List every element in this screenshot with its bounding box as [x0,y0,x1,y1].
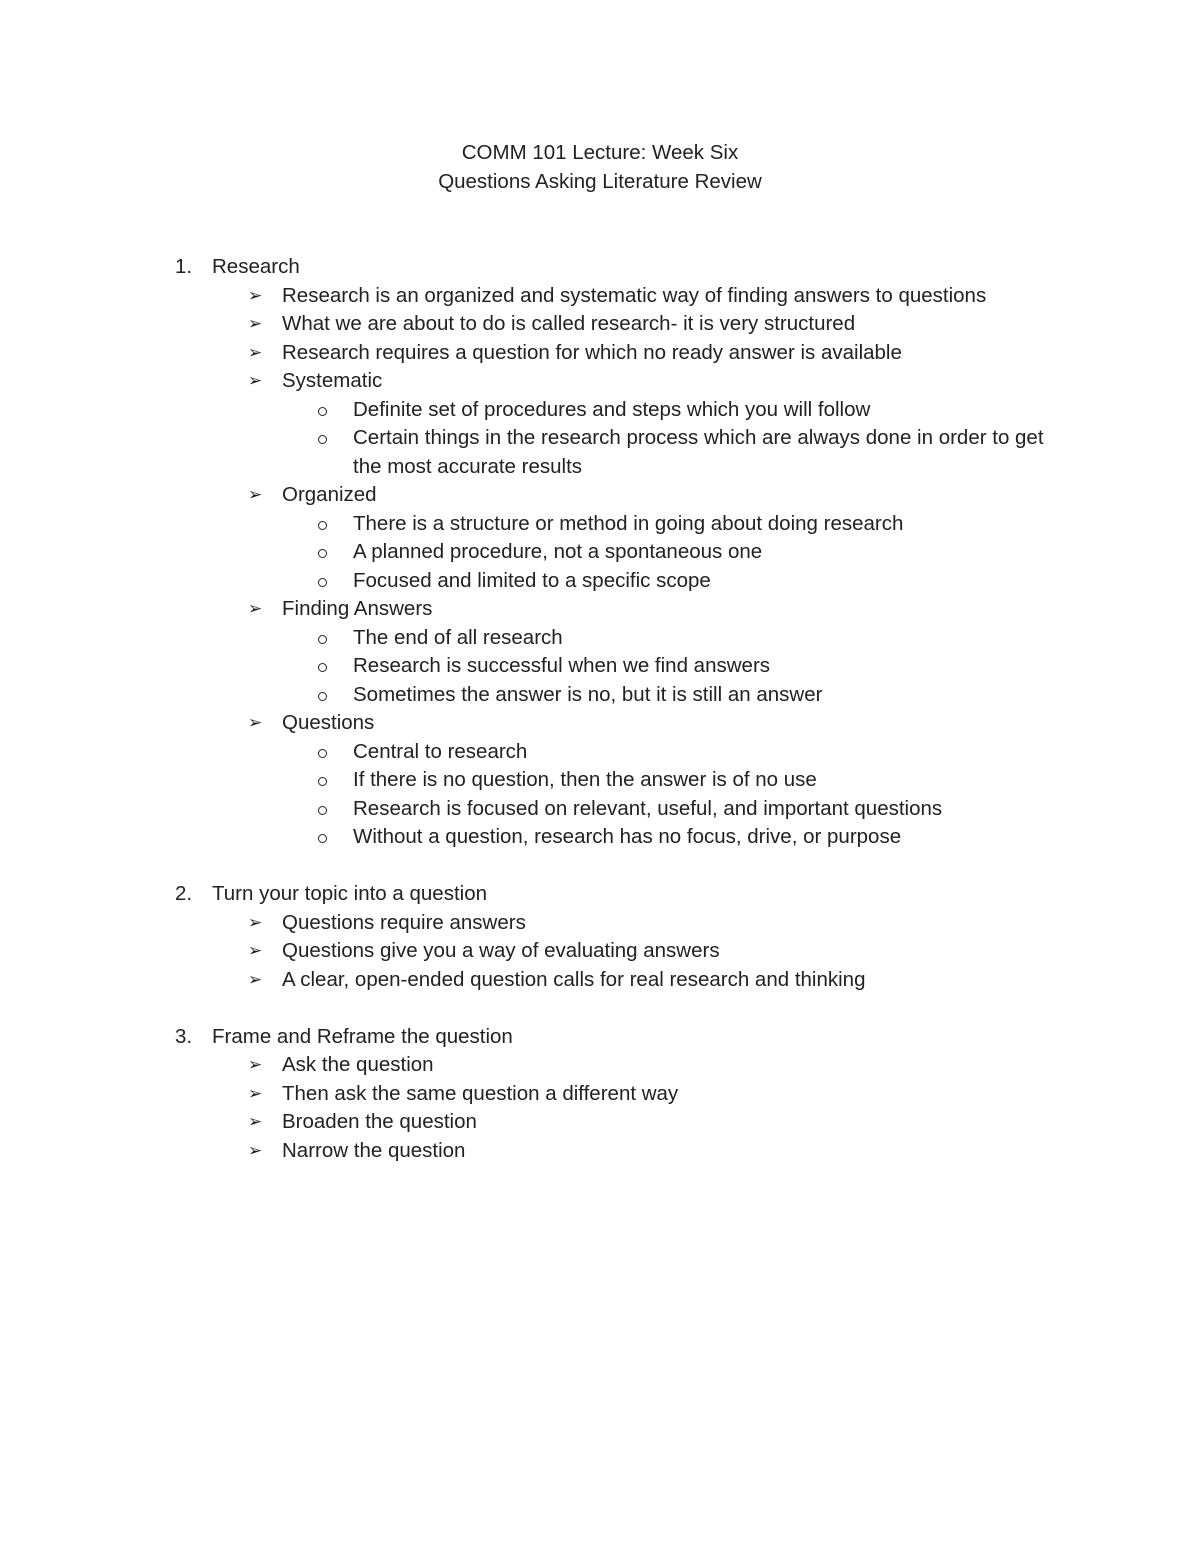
bullet-item [0,339,1200,368]
bullet-item [0,1137,1200,1166]
bullet-text: Narrow the question [282,1138,466,1162]
sub-bullet-text: Research is successful when we find answers [353,654,771,677]
sub-bullet-item [0,652,1200,681]
arrow-bullet-icon: ➢ [248,1112,263,1131]
document-title: COMM 101 Lecture: Week Six [461,141,739,164]
bullet-text: Questions [282,711,375,734]
circle-bullet-icon [318,578,327,587]
bullet-item [0,709,1200,738]
section-number: 2. [175,882,193,905]
arrow-bullet-icon: ➢ [248,969,263,989]
arrow-bullet-icon: ➢ [248,342,263,362]
bullet-item [0,1080,1200,1109]
bullet-text: A clear, open-ended question calls for real research and thinking [282,967,866,991]
section-heading: Turn your topic into a question [212,882,488,905]
circle-bullet-icon [318,806,327,815]
bullet-text: What we are about to do is called research- it is very structured [282,312,856,335]
circle-bullet-icon [318,749,327,758]
arrow-bullet-icon: ➢ [248,485,263,504]
bullet-text: Research requires a question for which no ready answer is available [282,340,902,364]
bullet-text: Research is an organized and systematic way of finding answers to questions [282,283,987,307]
sub-bullet-text: Central to research [353,739,528,763]
sub-bullet-text: Focused and limited to a specific scope [353,568,711,592]
bullet-item [0,937,1200,966]
outline-section [0,253,1200,852]
bullet-item [0,595,1200,624]
circle-bullet-icon [318,777,327,786]
sub-bullet-text: Definite set of procedures and steps which you will follow [353,397,871,421]
bullet-item [0,367,1200,396]
outline-section [0,1023,1200,1166]
bullet-text: Finding Answers [282,597,433,620]
circle-bullet-icon [318,407,327,416]
outline-list [0,253,1200,1194]
arrow-bullet-icon: ➢ [248,1083,263,1103]
arrow-bullet-icon: ➢ [248,713,263,732]
section-heading: Research [212,255,300,278]
circle-bullet-icon [318,635,327,644]
sub-bullet-item [0,795,1200,824]
sub-bullet-item [0,766,1200,795]
bullet-text: Then ask the same question a different way [282,1081,679,1105]
sub-bullet-text: There is a structure or method in going about doing research [353,511,904,535]
bullet-text: Organized [282,483,377,506]
arrow-bullet-icon: ➢ [248,1140,263,1160]
section-number: 1. [175,255,193,278]
arrow-bullet-icon: ➢ [248,599,263,618]
circle-bullet-icon [318,692,327,701]
section-heading-row [0,880,1200,909]
arrow-bullet-icon: ➢ [248,285,263,305]
section-heading: Frame and Reframe the question [212,1024,513,1048]
sub-bullet-item [0,396,1200,425]
circle-bullet-icon [318,521,327,530]
sub-bullet-text: A planned procedure, not a spontaneous one [353,540,763,563]
outline-section [0,880,1200,994]
bullet-text: Questions require answers [282,910,526,934]
circle-bullet-icon [318,549,327,558]
bullet-item [0,966,1200,995]
bullet-text: Questions give you a way of evaluating answers [282,939,720,962]
sub-bullet-item [0,510,1200,539]
bullet-item [0,1051,1200,1080]
arrow-bullet-icon: ➢ [248,941,263,960]
document-subtitle: Questions Asking Literature Review [438,169,762,193]
sub-bullet-text: Certain things in the research process which are always done in order to get the most accurate results [353,426,1044,478]
sub-bullet-item [0,424,1200,481]
bullet-item [0,310,1200,339]
circle-bullet-icon [318,834,327,843]
bullet-text: Systematic [282,369,383,392]
bullet-item [0,1108,1200,1137]
sub-bullet-item [0,567,1200,596]
sub-bullet-text: Sometimes the answer is no, but it is still an answer [353,682,823,706]
bullet-text: Broaden the question [282,1110,477,1133]
title-block [0,139,1200,196]
sub-bullet-item [0,738,1200,767]
bullet-item [0,282,1200,311]
sub-bullet-text: Without a question, research has no focus, drive, or purpose [353,825,902,848]
bullet-item [0,481,1200,510]
arrow-bullet-icon: ➢ [248,912,263,932]
sub-bullet-item [0,823,1200,852]
sub-bullet-text: Research is focused on relevant, useful, and important questions [353,796,943,820]
sub-bullet-item [0,681,1200,710]
circle-bullet-icon [318,435,327,444]
sub-bullet-item [0,624,1200,653]
circle-bullet-icon [318,663,327,672]
arrow-bullet-icon: ➢ [248,1055,263,1074]
arrow-bullet-icon: ➢ [248,314,263,333]
section-heading-row [0,1023,1200,1052]
sub-bullet-item [0,538,1200,567]
arrow-bullet-icon: ➢ [248,371,263,390]
sub-bullet-text: The end of all research [353,625,563,649]
bullet-item [0,909,1200,938]
section-number: 3. [175,1024,193,1048]
sub-bullet-text: If there is no question, then the answer is of no use [353,768,817,791]
section-heading-row [0,253,1200,282]
bullet-text: Ask the question [282,1053,434,1076]
